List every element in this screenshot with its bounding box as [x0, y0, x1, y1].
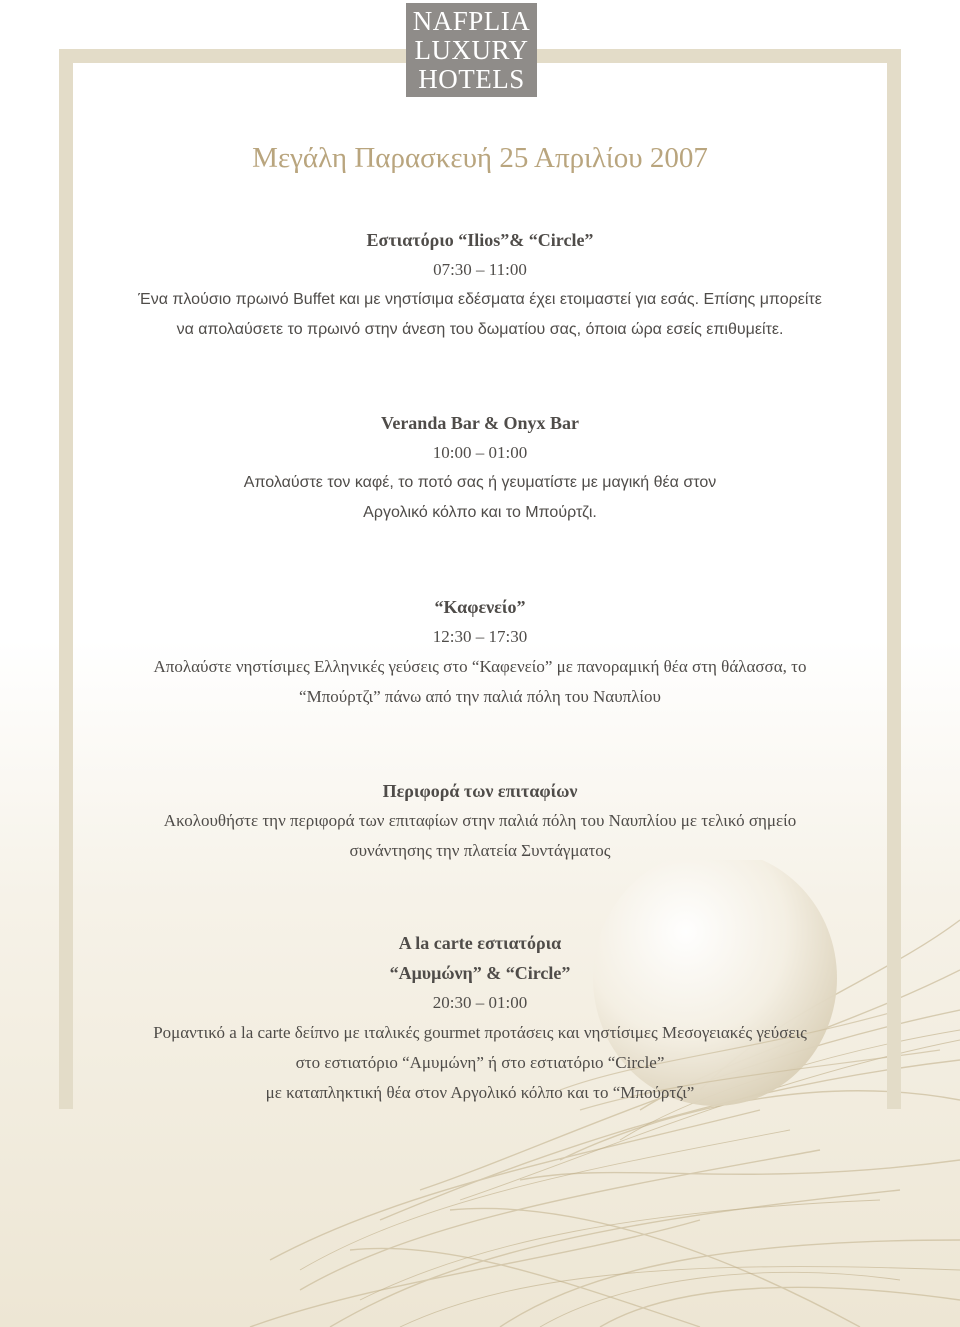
section-heading: Veranda Bar & Onyx Bar [380, 413, 580, 433]
section-text-line: Ρομαντικό a la carte δείπνο με ιταλικές gourmet προτάσεις και νηστίσιμες Μεσογειακές γεύσεις [153, 1023, 807, 1042]
section-time: 12:30 – 17:30 [432, 627, 528, 646]
section-subheading: “Αμυμώνη” & “Circle” [389, 963, 571, 983]
hotel-logo [406, 3, 537, 97]
section-heading: A la carte εστιατόρια [398, 933, 562, 953]
section-epitafios [80, 776, 880, 866]
section-time: 07:30 – 11:00 [433, 260, 527, 279]
section-text-line: στο εστιατόριο “Αμυμώνη” ή στο εστιατόριο “Circle” [295, 1053, 665, 1072]
section-text-line: με καταπληκτική θέα στον Αργολικό κόλπο και το “Μπούρτζι” [265, 1083, 695, 1102]
section-text-line: Ακολουθήστε την περιφορά των επιταφίων στην παλιά πόλη του Ναυπλίου με τελικό σημείο [163, 811, 797, 830]
section-time: 10:00 – 01:00 [432, 443, 528, 462]
section-veranda-onyx [80, 408, 880, 528]
logo-line-1: NAFPLIA [412, 6, 531, 36]
section-text-line: Απολαύστε τον καφέ, το ποτό σας ή γευματίστε με μαγική θέα στον [243, 474, 717, 491]
section-heading: “Καφενείο” [434, 597, 526, 617]
page-title: Μεγάλη Παρασκευή 25 Απριλίου 2007 [252, 142, 708, 174]
section-text-line: Αργολικό κόλπο και το Μπούρτζι. [363, 504, 597, 521]
section-a-la-carte [80, 928, 880, 1108]
section-kafeneio [80, 592, 880, 712]
section-heading: Εστιατόριο “Ilios”& “Circle” [366, 230, 594, 250]
section-text-line: “Μπούρτζι” πάνω από την παλιά πόλη του Ναυπλίου [299, 687, 661, 706]
section-heading: Περιφορά των επιταφίων [382, 781, 578, 801]
logo-line-2: LUXURY [414, 35, 529, 65]
section-ilios-circle [80, 225, 880, 345]
section-time: 20:30 – 01:00 [432, 993, 528, 1012]
section-text-line: Ένα πλούσιο πρωινό Buffet και με νηστίσιμα εδέσματα έχει ετοιμαστεί για εσάς. Επίσης μπορείτε [138, 291, 822, 308]
logo-line-3: HOTELS [418, 64, 525, 94]
section-text-line: συνάντησης την πλατεία Συντάγματος [349, 841, 611, 860]
section-text-line: Απολαύστε νηστίσιμες Ελληνικές γεύσεις στο “Καφενείο” με πανοραμική θέα στη θάλασσα, το [153, 657, 807, 676]
section-text-line: να απολαύσετε το πρωινό στην άνεση του δωματίου σας, όποια ώρα εσείς επιθυμείτε. [176, 321, 784, 338]
